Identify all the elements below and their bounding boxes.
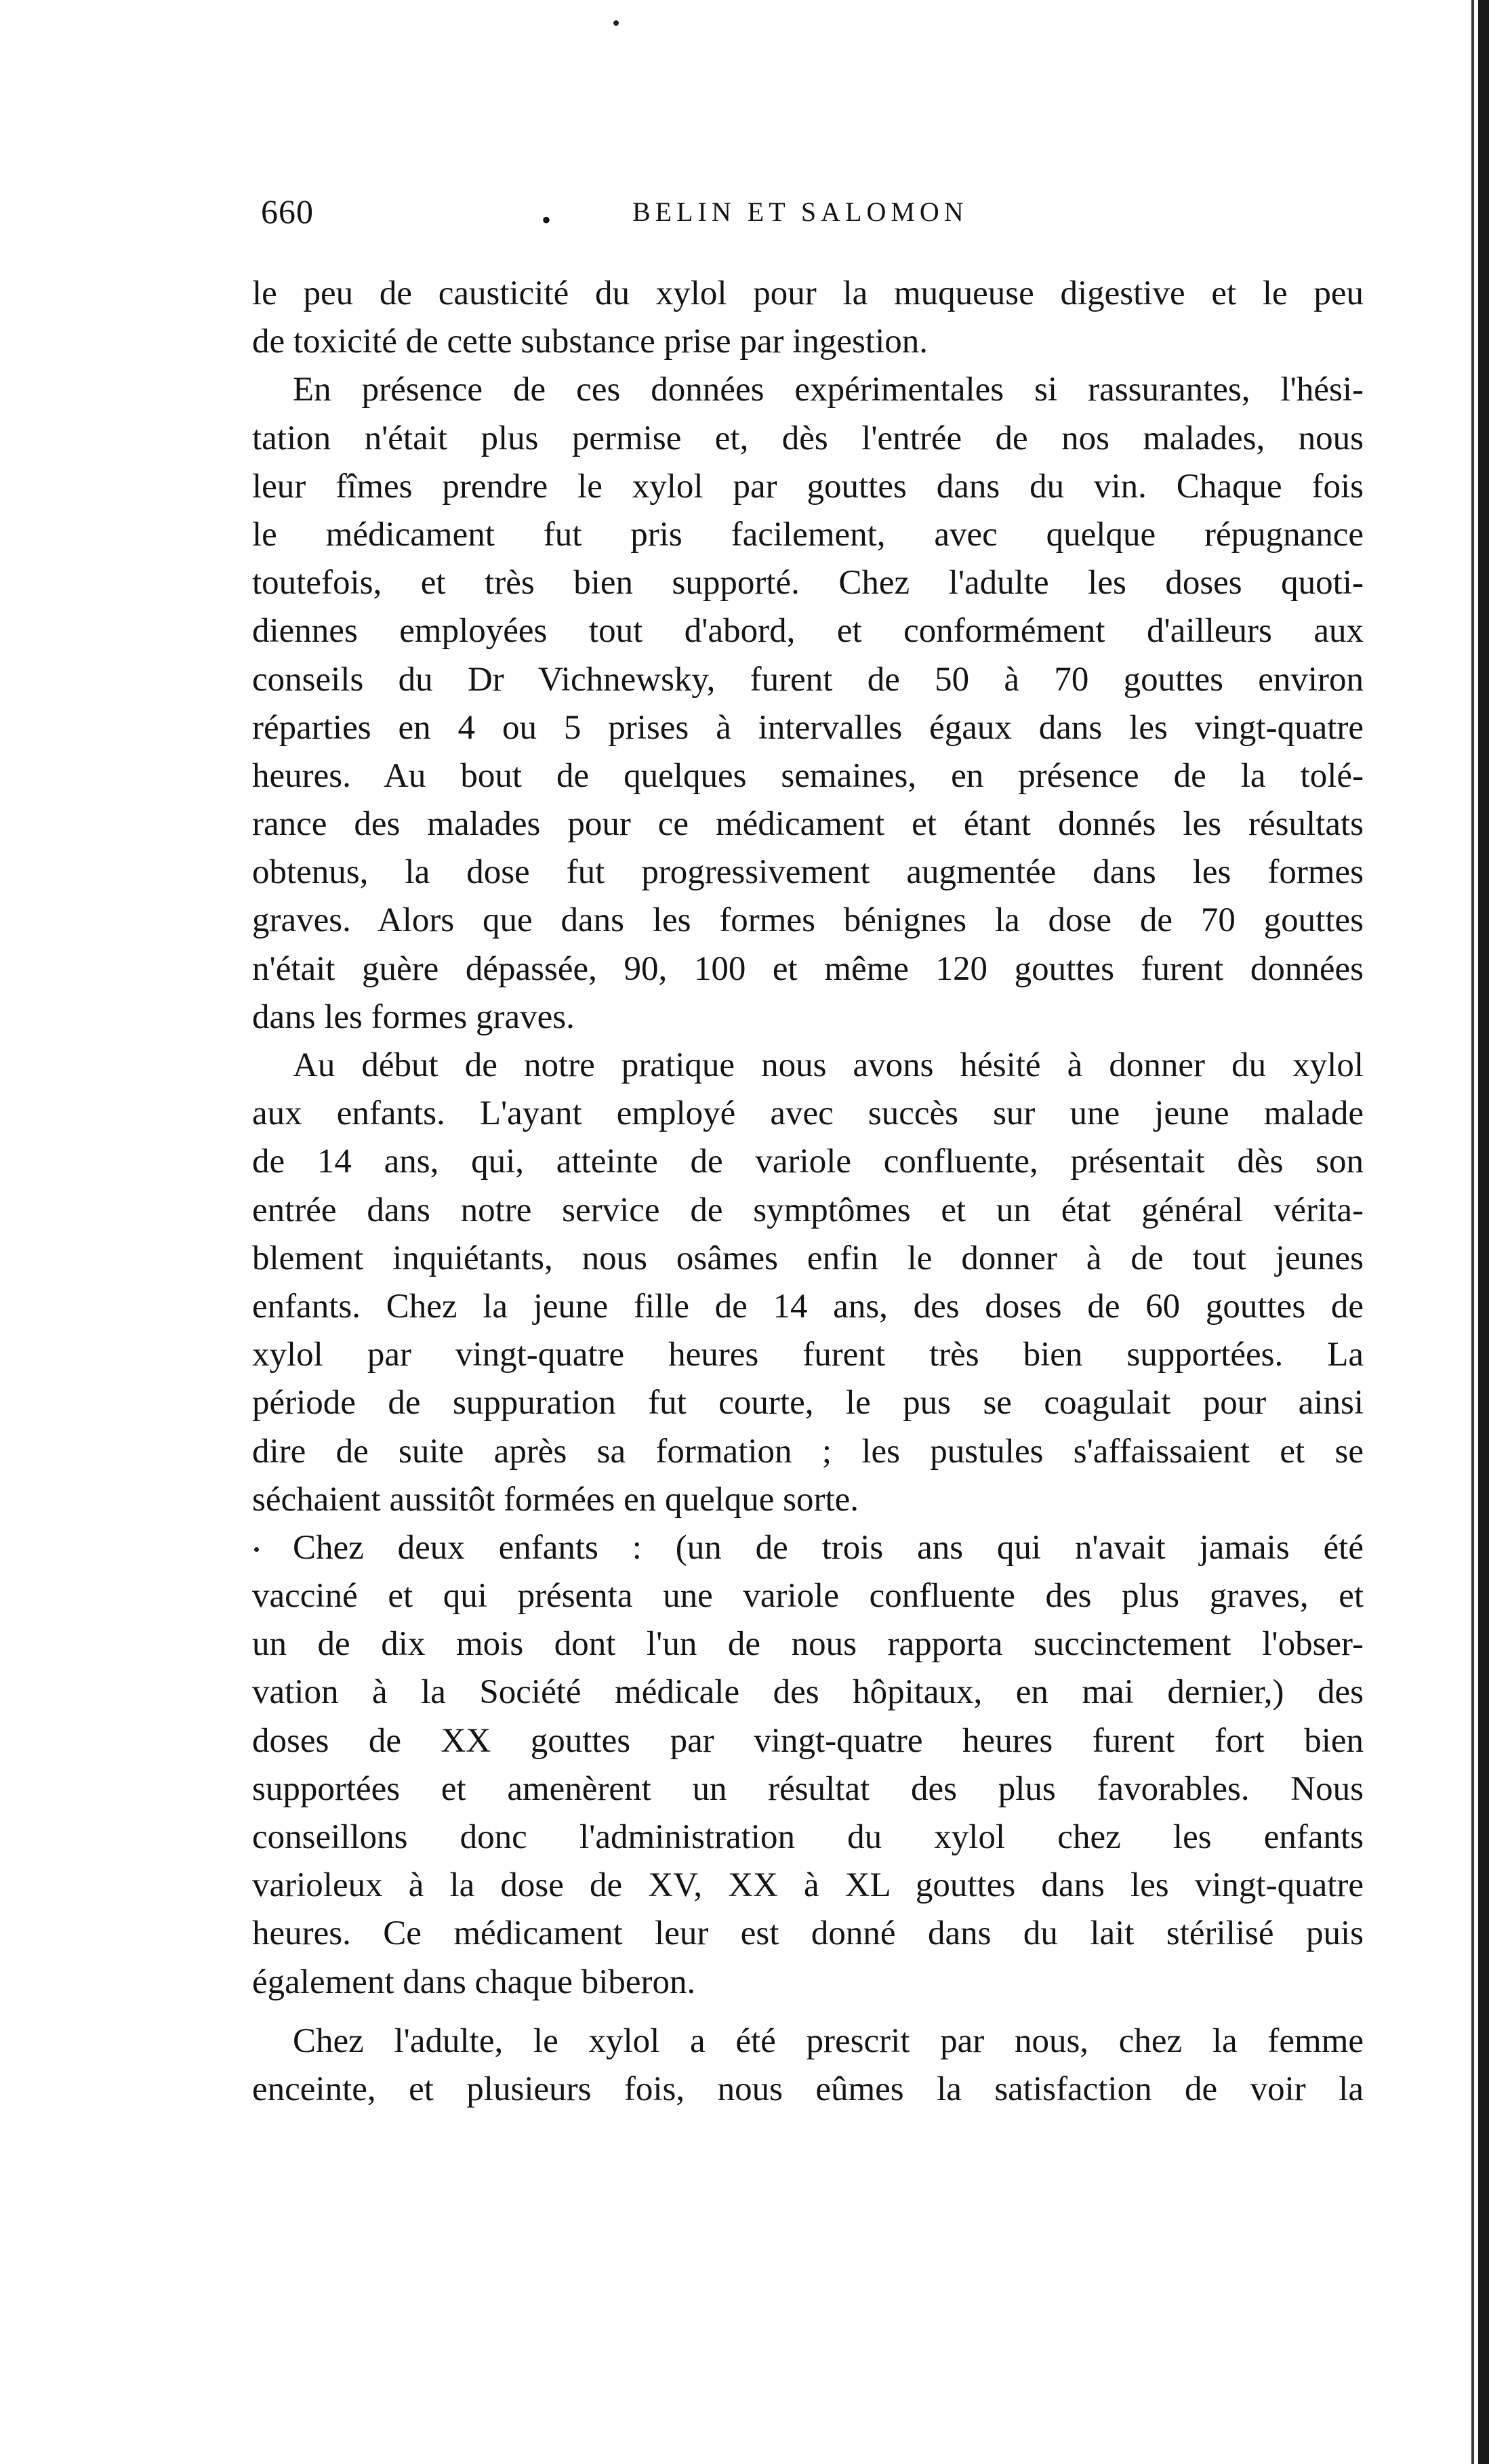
text-line: réparties en 4 ou 5 prises à intervalles égaux dans les vingt-quatre bbox=[252, 708, 1364, 747]
text-line: xylol par vingt-quatre heures furent très bien supportées. La bbox=[252, 1336, 1364, 1374]
text-line: diennes employées tout d'abord, et conformément d'ailleurs aux bbox=[252, 612, 1364, 651]
text-line: vation à la Société médicale des hôpitaux, en mai dernier,) des bbox=[252, 1673, 1364, 1712]
text-line: dire de suite après sa formation ; les pustules s'affaissaient et se bbox=[252, 1432, 1364, 1471]
text-line: rance des malades pour ce médicament et étant donnés les résultats bbox=[252, 805, 1364, 844]
text-line: conseillons donc l'administration du xylol chez les enfants bbox=[252, 1818, 1364, 1856]
text-line: n'était guère dépassée, 90, 100 et même 120 gouttes furent données bbox=[252, 949, 1364, 988]
text-line: le médicament fut pris facilement, avec quelque répugnance bbox=[252, 515, 1364, 554]
text-line: obtenus, la dose fut progressivement augmentée dans les formes bbox=[252, 853, 1364, 892]
text-line: blement inquiétants, nous osâmes enfin le donner à de tout jeunes bbox=[252, 1239, 1364, 1277]
text-line: conseils du Dr Vichnewsky, furent de 50 à 70 gouttes environ bbox=[252, 660, 1364, 699]
text-line: un de dix mois dont l'un de nous rapporta succinctement l'obser- bbox=[252, 1625, 1364, 1664]
text-line: période de suppuration fut courte, le pus se coagulait pour ainsi bbox=[252, 1384, 1364, 1422]
text-line: graves. Alors que dans les formes bénignes la dose de 70 gouttes bbox=[252, 901, 1364, 940]
text-line: Au début de notre pratique nous avons hésité à donner du xylol bbox=[293, 1046, 1364, 1084]
top-speck bbox=[613, 20, 619, 26]
text-line: séchaient aussitôt formées en quelque sorte. bbox=[252, 1480, 859, 1519]
text-line: vacciné et qui présenta une variole confluente des plus graves, et bbox=[252, 1577, 1364, 1616]
text-line: aux enfants. L'ayant employé avec succès sur une jeune malade bbox=[252, 1094, 1364, 1133]
page-binding-edge bbox=[1478, 0, 1489, 2464]
header-separator: • bbox=[542, 205, 552, 235]
body-text bbox=[252, 270, 1364, 2114]
text-line: entrée dans notre service de symptômes et un état général vérita- bbox=[252, 1191, 1364, 1229]
text-line: doses de XX gouttes par vingt-quatre heures furent fort bien bbox=[252, 1721, 1364, 1760]
text-line: le peu de causticité du xylol pour la muqueuse digestive et le peu bbox=[252, 274, 1364, 312]
text-line: heures. Ce médicament leur est donné dans du lait stérilisé puis bbox=[252, 1914, 1364, 1953]
text-line: tation n'était plus permise et, dès l'entrée de nos malades, nous bbox=[252, 419, 1364, 457]
text-line: En présence de ces données expérimentales si rassurantes, l'hési- bbox=[293, 371, 1364, 409]
text-line: leur fîmes prendre le xylol par gouttes dans du vin. Chaque fois bbox=[252, 467, 1364, 506]
text-line: supportées et amenèrent un résultat des plus favorables. Nous bbox=[252, 1769, 1364, 1808]
text-line: heures. Au bout de quelques semaines, en présence de la tolé- bbox=[252, 756, 1364, 795]
text-line: de 14 ans, qui, atteinte de variole confluente, présentait dès son bbox=[252, 1143, 1364, 1181]
text-line: Chez deux enfants : (un de trois ans qui n'avait jamais été bbox=[293, 1528, 1364, 1567]
page-header bbox=[261, 192, 1359, 235]
text-line: également dans chaque biberon. bbox=[252, 1963, 696, 2001]
text-line: toutefois, et très bien supporté. Chez l'adulte les doses quoti- bbox=[252, 564, 1364, 602]
text-line: Chez l'adulte, le xylol a été prescrit par nous, chez la femme bbox=[293, 2021, 1364, 2060]
page-number: 660 bbox=[261, 192, 314, 230]
text-line: enfants. Chez la jeune fille de 14 ans, des doses de 60 gouttes de bbox=[252, 1287, 1364, 1326]
text-line: dans les formes graves. bbox=[252, 998, 575, 1036]
text-line: varioleux à la dose de XV, XX à XL gouttes dans les vingt-quatre bbox=[252, 1866, 1364, 1905]
text-line: enceinte, et plusieurs fois, nous eûmes la satisfaction de voir la bbox=[252, 2070, 1364, 2108]
text-line: de toxicité de cette substance prise par ingestion. bbox=[252, 323, 928, 361]
running-title: BELIN ET SALOMON bbox=[632, 197, 968, 227]
